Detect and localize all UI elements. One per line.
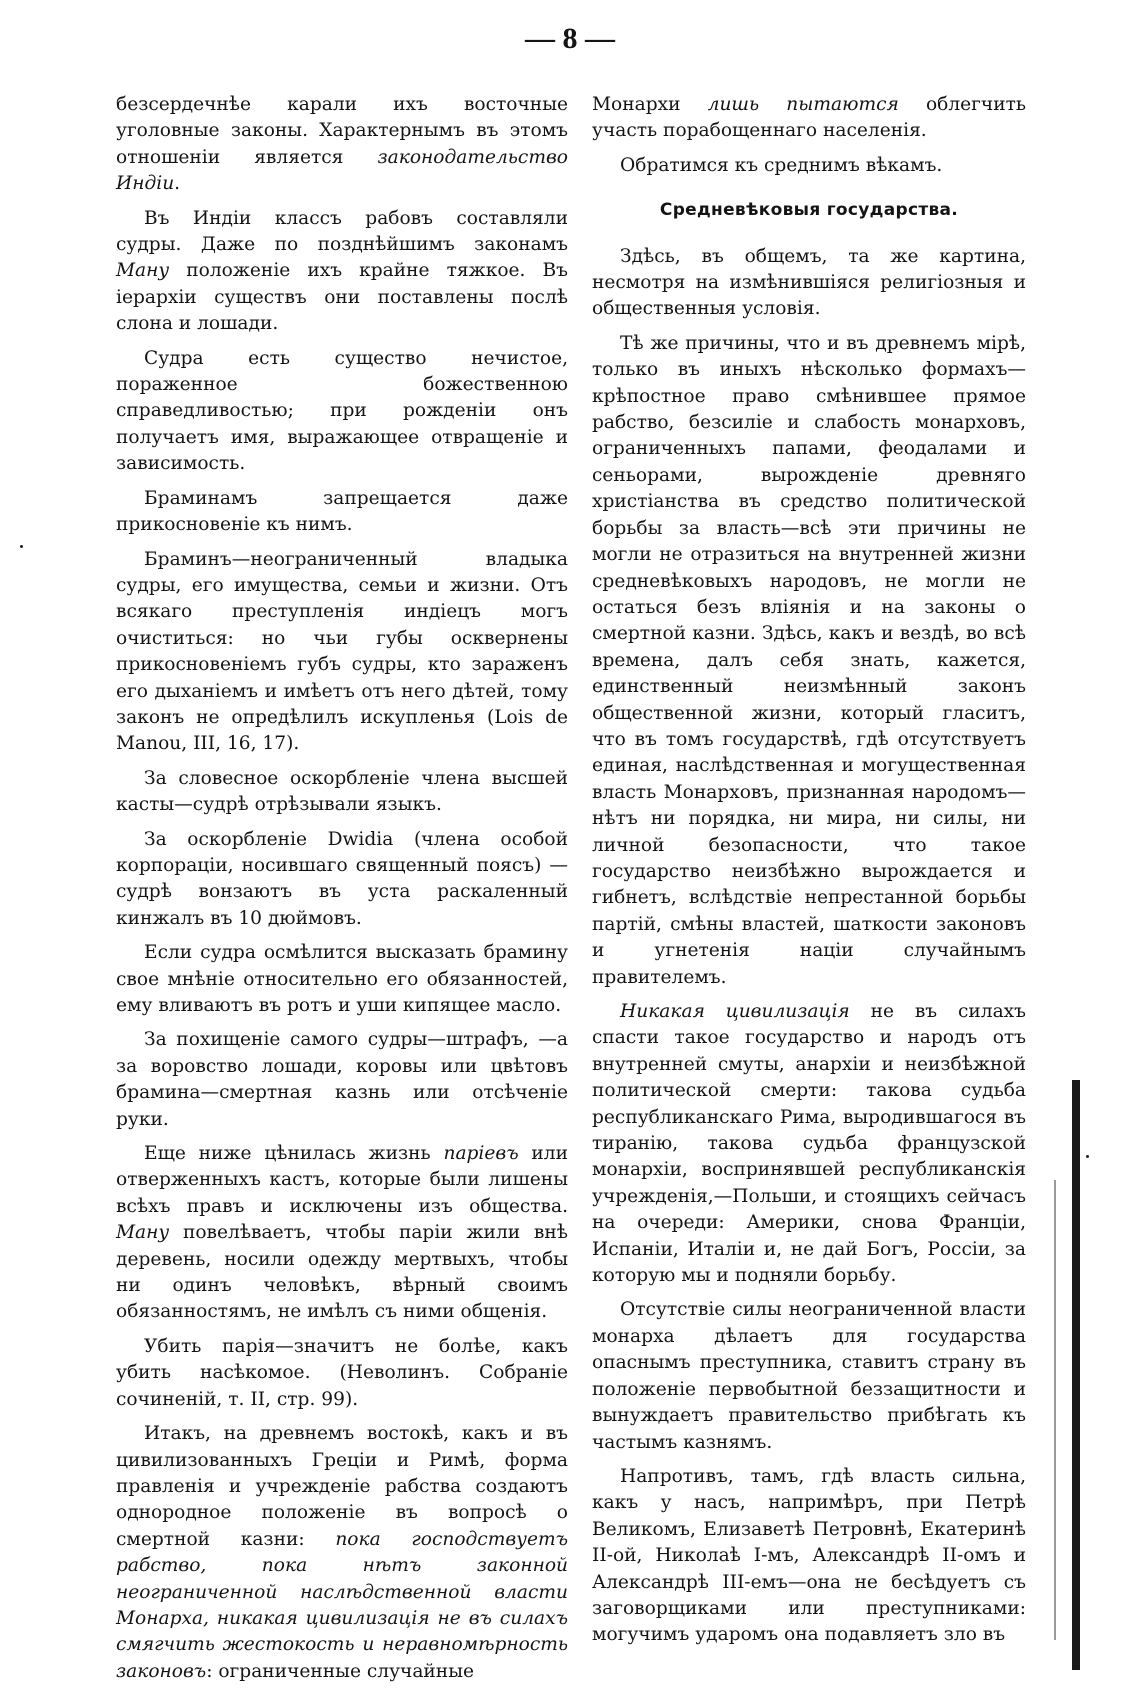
paragraph: Отсутствіе силы неограниченной власти монарха дѣлаетъ для государства опаснымъ преступника, ставитъ страну въ положеніе первобытной беззащитности и вынуждаетъ правительство прибѣгать къ частымъ казнямъ. [592, 1299, 1026, 1453]
scan-speck [1086, 1155, 1089, 1158]
paragraph: Обратимся къ среднимъ вѣкамъ. [620, 154, 943, 176]
right-column [592, 92, 1026, 1657]
paragraph: Еще ниже цѣнилась жизнь паріевъ или отверженныхъ кастъ, которые были лишены всѣхъ правъ и исключены изъ общества. Ману повелѣваетъ, чтобы паріи жили внѣ деревень, носили одежду мертвыхъ, чтобы ни одинъ человѣкъ, вѣрный своимъ обязанностямъ, не имѣлъ съ ними общенія. [116, 1143, 568, 1323]
paragraph: За оскорбленіе Dwidia (члена особой корпораціи, носившаго священный поясъ) —судрѣ вонзаютъ въ уста раскаленный кинжалъ въ 10 дюймовъ. [116, 828, 568, 929]
page-number: — 8 — [525, 22, 615, 55]
scan-edge-mark [1072, 1080, 1080, 1670]
section-heading: Средневѣковыя государства. [659, 200, 959, 221]
paragraph: Итакъ, на древнемъ востокѣ, какъ и въ цивилизованныхъ Греціи и Римѣ, форма правленія и учрежденіе рабства создаютъ однородное положеніе въ вопросѣ о смертной казни: пока господствуетъ рабство, пока нѣтъ законной неограниченной наслѣдственной власти Монарха, никакая цивилизація не въ силахъ смягчить жестокость и неравномѣрность законовъ: ограниченные случайные [116, 1423, 568, 1682]
scan-edge-line [1054, 1180, 1056, 1640]
paragraph: безсердечнѣе карали ихъ восточные уголовные законы. Характернымъ въ этомъ отношеніи является законодательство Индіи. [116, 94, 568, 195]
paragraph: Убить парія—значитъ не болѣе, какъ убить насѣкомое. (Неволинъ. Собраніе сочиненій, т. II, стр. 99). [116, 1335, 568, 1410]
left-column [116, 92, 568, 1693]
paragraph: За словесное оскорбленіе члена высшей касты—судрѣ отрѣзывали языкъ. [116, 767, 568, 816]
paragraph: Тѣ же причины, что и въ древнемъ мірѣ, только въ иныхъ нѣсколько формахъ—крѣпостное право смѣнившее прямое рабство, безсиліе и слабость монарховъ, ограниченныхъ папами, феодалами и сеньорами, вырожденіе древняго христіанства въ средство политической борьбы за власть—всѣ эти причины не могли не отразиться на внутренней жизни средневѣковыхъ народовъ, не могли не остаться безъ вліянія и на законы о смертной казни. Здѣсь, какъ и вездѣ, во всѣ времена, далъ себя знать, кажется, единственный неизмѣнный законъ общественной жизни, который гласитъ, что въ томъ государствѣ, гдѣ отсутствуетъ единая, наслѣдственная и могущественная власть Монарховъ, признанная народомъ—нѣтъ ни порядка, ни мира, ни силы, ни личной безопасности, что такое государство неизбѣжно вырождается и гибнетъ, вслѣдствіе непрестанной борьбы партій, смѣны властей, шаткости законовъ и угнетенія націи случайнымъ правителемъ. [592, 332, 1026, 988]
paragraph: Браминамъ запрещается даже прикосновеніе къ нимъ. [116, 487, 568, 536]
paragraph: За похищеніе самого судры—штрафъ, —а за воровство лошади, коровы или цвѣтовъ брамина—смертная казнь или отсѣченіе руки. [116, 1029, 568, 1130]
paragraph: Судра есть существо нечистое, пораженное божественною справедливостью; при рожденіи онъ получаетъ имя, выражающее отвращеніе и зависимость. [116, 347, 568, 475]
paragraph: Никакая цивилизація не въ силахъ спасти такое государство и народъ отъ внутренней смуты, анархіи и неизбѣжной политической смерти: такова судьба республиканскаго Рима, выродившагося въ тиранію, такова судьба французской монархіи, воспринявшей республиканскія учрежденія,—Польши, и стоящихъ сейчасъ на очереди: Америки, снова Франціи, Испаніи, Италіи и, не дай Богъ, Россіи, за которую мы и подняли борьбу. [592, 1001, 1026, 1287]
paragraph: Здѣсь, въ общемъ, та же картина, несмотря на измѣнившіяся религіозныя и общественныя условія. [592, 245, 1026, 320]
paragraph: Браминъ—неограниченный владыка судры, его имущества, семьи и жизни. Отъ всякаго преступленія индіецъ могъ очиститься: но чьи губы осквернены прикосновеніемъ губъ судры, кто зараженъ его дыханіемъ и имѣетъ отъ него дѣтей, тому законъ не опредѣлилъ искупленья (Lois de Manou, III, 16, 17). [116, 548, 568, 755]
paragraph: Монархи лишь пытаются облегчить участь порабощеннаго населенія. [592, 94, 1026, 142]
paragraph: Въ Индіи классъ рабовъ составляли судры. Даже по позднѣйшимъ законамъ Ману положеніе ихъ крайне тяжкое. Въ іерархіи существъ они поставлены послѣ слона и лошади. [116, 207, 568, 335]
paragraph: Если судра осмѣлится высказать брамину свое мнѣніе относительно его обязанностей, ему вливаютъ въ ротъ и уши кипящее масло. [116, 942, 568, 1016]
scan-speck [20, 545, 23, 548]
paragraph: Напротивъ, тамъ, гдѣ власть сильна, какъ у насъ, напримѣръ, при Петрѣ Великомъ, Елизаветѣ Петровнѣ, Екатеринѣ II-ой, Николаѣ I-мъ, Александрѣ II-омъ и Александрѣ III-емъ—она не бесѣдуетъ съ заговорщиками или преступниками: могучимъ ударомъ она подавляетъ зло въ [592, 1465, 1026, 1646]
